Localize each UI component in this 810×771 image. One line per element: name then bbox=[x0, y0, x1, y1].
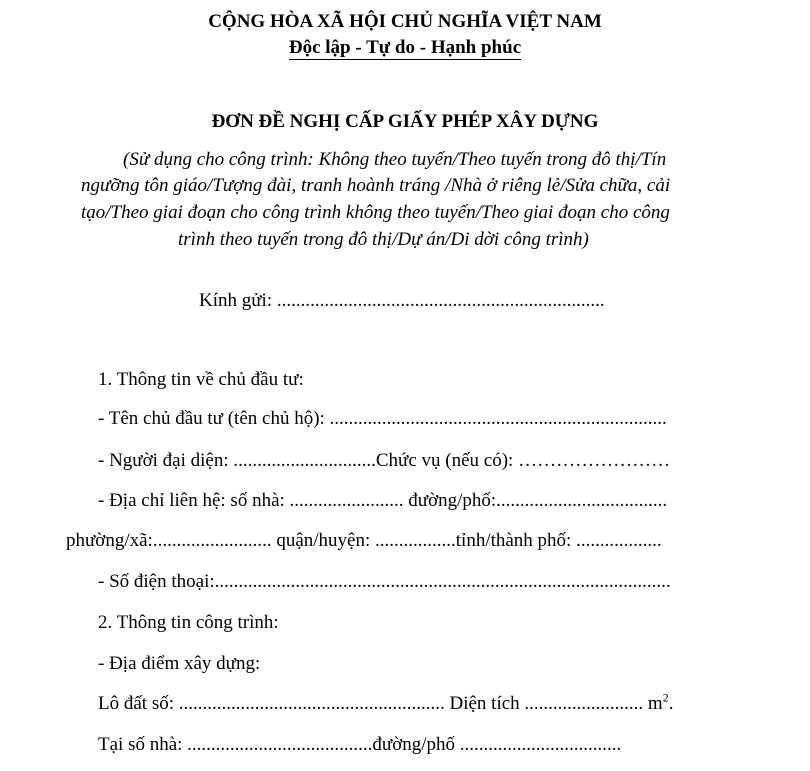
area-unit-superscript: 2 bbox=[662, 690, 669, 705]
scope-line-2: ngưỡng tôn giáo/Tượng đài, tranh hoành tráng /Nhà ở riêng lẻ/Sửa chữa, cải bbox=[81, 175, 671, 196]
scope-line-4: trình theo tuyến trong đô thị/Dự án/Di dời công trình) bbox=[178, 229, 589, 250]
form-title: ĐƠN ĐỀ NGHỊ CẤP GIẤY PHÉP XÂY DỰNG bbox=[211, 111, 599, 132]
national-motto bbox=[0, 36, 810, 60]
motto-text: Độc lập - Tự do - Hạnh phúc bbox=[288, 37, 522, 58]
area-end: . bbox=[668, 693, 674, 714]
lot-area-field bbox=[98, 692, 673, 716]
ward-district-field: phường/xã:......................... quận/huyện: .................tỉnh/thành phố: .................. bbox=[66, 530, 662, 551]
representative-row bbox=[98, 449, 670, 473]
representative-field: - Người đại diện: .............................. bbox=[98, 450, 376, 471]
phone-field: - Số điện thoại:................................................................................................ bbox=[98, 571, 671, 592]
owner-name-field: - Tên chủ đầu tư (tên chủ hộ): ....................................................................... bbox=[98, 408, 667, 429]
address-field: - Địa chỉ liên hệ: số nhà: ........................ đường/phố:.................................... bbox=[98, 490, 668, 511]
position-field: Chức vụ (nếu có): …………………… bbox=[375, 450, 671, 471]
section-1-heading: 1. Thông tin về chủ đầu tư: bbox=[98, 369, 304, 390]
nation-title: CỘNG HÒA XÃ HỘI CHỦ NGHĨA VIỆT NAM bbox=[208, 11, 602, 32]
house-number-field: Tại số nhà: .......................................đường/phố .................................. bbox=[98, 734, 622, 755]
recipient-field: Kính gửi: ..................................................................... bbox=[199, 290, 605, 311]
location-label: - Địa điểm xây dựng: bbox=[98, 653, 261, 674]
scope-line-1: (Sử dụng cho công trình: Không theo tuyến/Theo tuyến trong đô thị/Tín bbox=[123, 149, 667, 170]
scope-line-3: tạo/Theo giai đoạn cho công trình không theo tuyến/Theo giai đoạn cho công bbox=[81, 202, 670, 223]
lot-area-text: Lô đất số: ........................................................ Diện tích ......................... m bbox=[98, 693, 663, 714]
section-2-heading: 2. Thông tin công trình: bbox=[98, 612, 279, 633]
